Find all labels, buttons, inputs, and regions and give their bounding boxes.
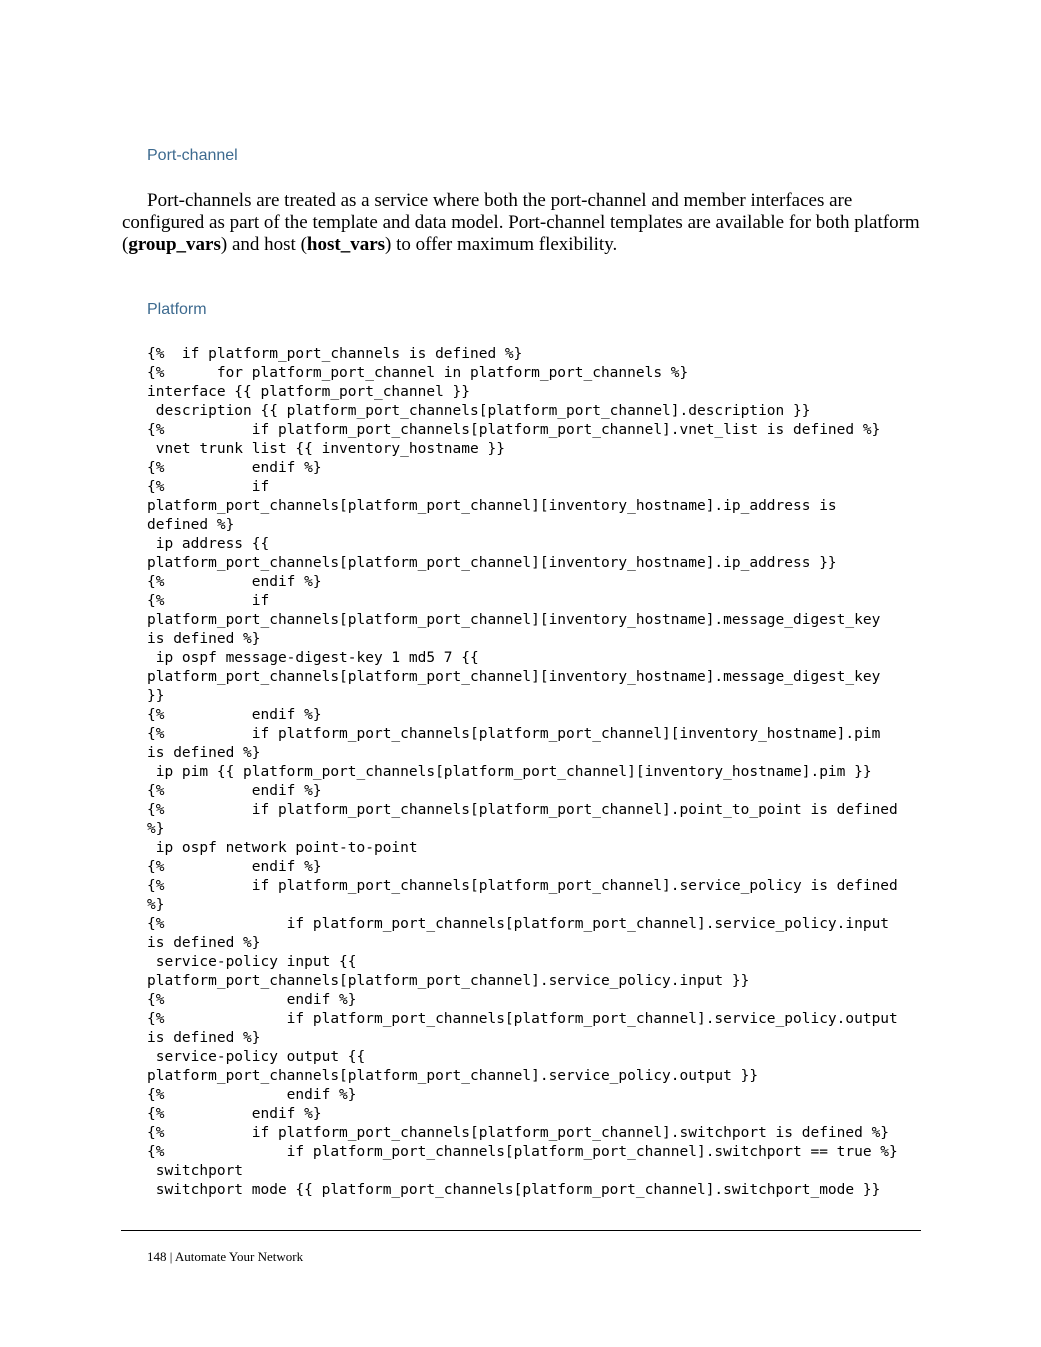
- subheading-platform: Platform: [147, 301, 207, 318]
- code-line: {% if platform_port_channels[platform_port_channel][inventory_hostname].pim: [147, 726, 881, 742]
- code-line: {% endif %}: [147, 1106, 322, 1122]
- code-line: platform_port_channels[platform_port_channel][inventory_hostname].ip_address is: [147, 498, 837, 514]
- footer-divider: [121, 1230, 921, 1231]
- code-line: {% if platform_port_channels[platform_port_channel].switchport is defined %}: [147, 1125, 890, 1141]
- code-line: is defined %}: [147, 1030, 261, 1046]
- code-line: {% if platform_port_channels[platform_port_channel].service_policy.output: [147, 1011, 898, 1027]
- code-line: }}: [147, 688, 165, 704]
- code-line: {% endif %}: [147, 783, 322, 799]
- code-line: defined %}: [147, 517, 235, 533]
- code-line: {% for platform_port_channel in platform_port_channels %}: [147, 365, 689, 381]
- page-footer: 148 | Automate Your Network: [147, 1249, 304, 1264]
- code-line: {% endif %}: [147, 574, 322, 590]
- code-line: ip ospf network point-to-point: [147, 840, 418, 856]
- code-line: interface {{ platform_port_channel }}: [147, 384, 471, 400]
- code-line: {% if platform_port_channels[platform_port_channel].switchport == true %}: [147, 1144, 898, 1160]
- code-line: switchport mode {{ platform_port_channels[platform_port_channel].switchport_mode }}: [147, 1182, 881, 1198]
- intro-bold-group-vars: group_vars: [128, 234, 221, 255]
- code-line: {% if platform_port_channels[platform_port_channel].service_policy is defined: [147, 878, 898, 894]
- code-block: [147, 345, 898, 1200]
- intro-text-3: ) to offer maximum flexibility.: [385, 234, 618, 255]
- code-line: {% endif %}: [147, 1087, 357, 1103]
- code-line: vnet trunk list {{ inventory_hostname }}: [147, 441, 505, 457]
- intro-paragraph: [122, 190, 922, 256]
- code-line: service-policy output {{: [147, 1049, 366, 1065]
- code-line: {% if platform_port_channels[platform_port_channel].service_policy.input: [147, 916, 890, 932]
- code-line: ip ospf message-digest-key 1 md5 7 {{: [147, 650, 479, 666]
- code-line: %}: [147, 897, 165, 913]
- code-line: is defined %}: [147, 631, 261, 647]
- code-line: {% endif %}: [147, 859, 322, 875]
- code-line: ip pim {{ platform_port_channels[platform_port_channel][inventory_hostname].pim }}: [147, 764, 872, 780]
- code-line: platform_port_channels[platform_port_channel].service_policy.output }}: [147, 1068, 759, 1084]
- code-line: is defined %}: [147, 935, 261, 951]
- code-line: ip address {{: [147, 536, 270, 552]
- code-line: description {{ platform_port_channels[platform_port_channel].description }}: [147, 403, 811, 419]
- code-line: {% endif %}: [147, 992, 357, 1008]
- code-line: platform_port_channels[platform_port_channel][inventory_hostname].message_digest_key: [147, 612, 881, 628]
- code-line: {% if platform_port_channels[platform_port_channel].vnet_list is defined %}: [147, 422, 881, 438]
- code-line: {% endif %}: [147, 707, 322, 723]
- code-line: %}: [147, 821, 165, 837]
- code-line: platform_port_channels[platform_port_channel][inventory_hostname].ip_address }}: [147, 555, 837, 571]
- code-line: {% if: [147, 479, 270, 495]
- code-line: service-policy input {{: [147, 954, 357, 970]
- code-line: platform_port_channels[platform_port_channel].service_policy.input }}: [147, 973, 750, 989]
- code-line: {% if platform_port_channels[platform_port_channel].point_to_point is defined: [147, 802, 898, 818]
- intro-bold-host-vars: host_vars: [306, 234, 386, 255]
- code-line: {% if: [147, 593, 270, 609]
- intro-text-2: ) and host (: [220, 234, 307, 255]
- code-line: is defined %}: [147, 745, 261, 761]
- code-line: {% if platform_port_channels is defined %}: [147, 346, 523, 362]
- section-heading: Port-channel: [147, 147, 238, 164]
- intro-text-1: Port-channels are treated as a service where both the port-channel and member interfaces are configured as part of the template and data model. Port-channel templates are available for both platform (: [122, 190, 920, 255]
- code-line: {% endif %}: [147, 460, 322, 476]
- code-line: switchport: [147, 1163, 244, 1179]
- code-line: platform_port_channels[platform_port_channel][inventory_hostname].message_digest_key: [147, 669, 881, 685]
